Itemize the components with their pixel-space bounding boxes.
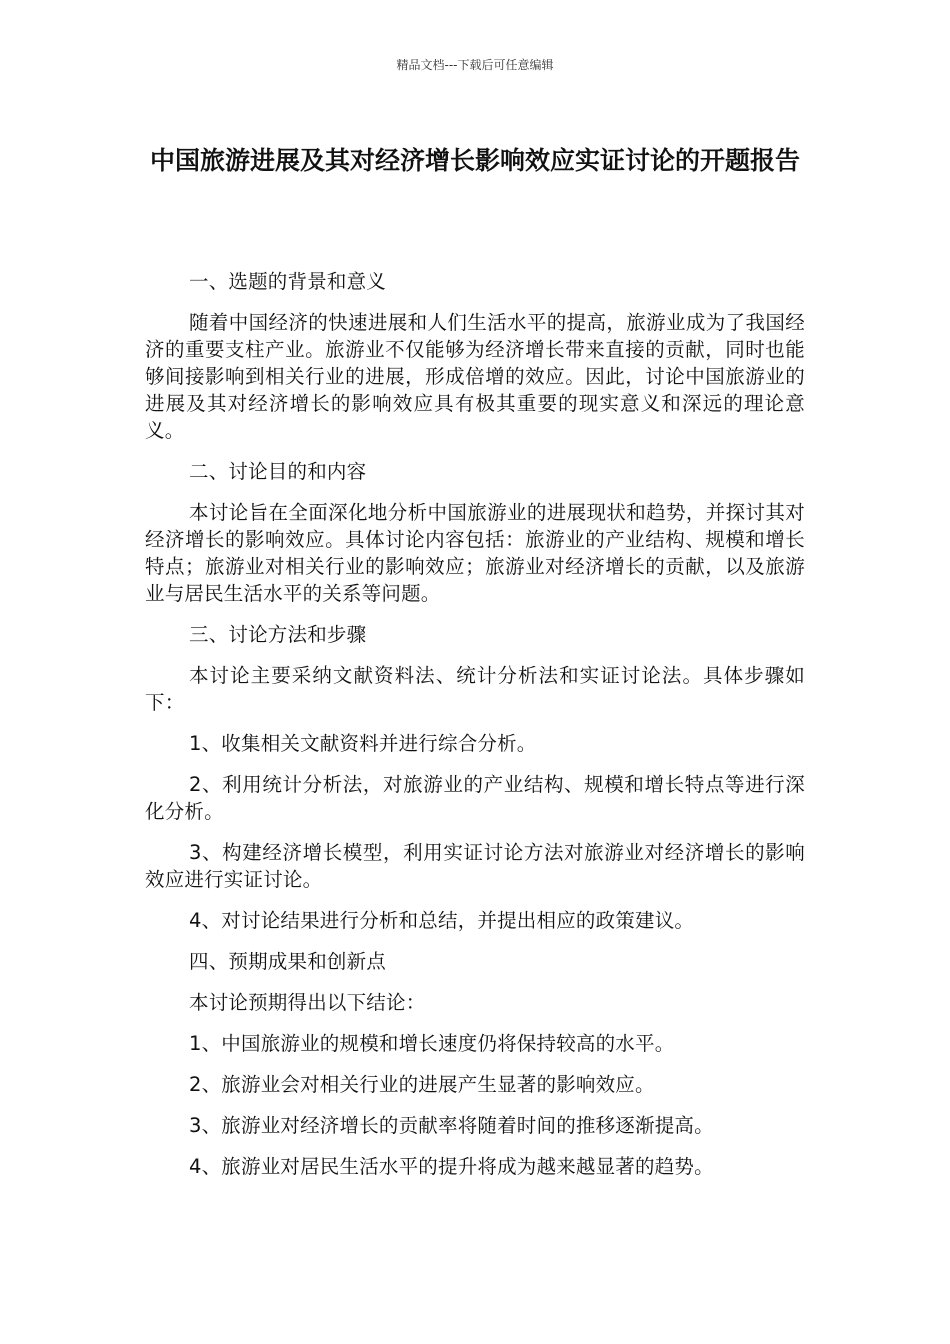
paragraph-outcomes-intro: 本讨论预期得出以下结论： bbox=[189, 991, 426, 1014]
paragraph-methods: 本讨论主要采纳文献资料法、统计分析法和实证讨论法。具体步骤如下： bbox=[145, 664, 805, 714]
method-step-4: 4、对讨论结果进行分析和总结，并提出相应的政策建议。 bbox=[189, 909, 695, 932]
section-heading-objectives: 二、讨论目的和内容 bbox=[189, 460, 367, 483]
outcome-item-2: 2、旅游业会对相关行业的进展产生显著的影响效应。 bbox=[189, 1073, 655, 1096]
header-note: 精品文档---下载后可任意编辑 bbox=[396, 58, 554, 72]
outcome-item-1: 1、中国旅游业的规模和增长速度仍将保持较高的水平。 bbox=[189, 1032, 675, 1055]
outcome-item-3: 3、旅游业对经济增长的贡献率将随着时间的推移逐渐提高。 bbox=[189, 1114, 714, 1137]
method-step-3: 3、构建经济增长模型，利用实证讨论方法对旅游业对经济增长的影响效应进行实证讨论。 bbox=[145, 841, 805, 891]
method-step-1: 1、收集相关文献资料并进行综合分析。 bbox=[189, 732, 537, 755]
document-body bbox=[145, 268, 805, 1194]
outcome-item-4: 4、旅游业对居民生活水平的提升将成为越来越显著的趋势。 bbox=[189, 1155, 714, 1178]
section-heading-methods: 三、讨论方法和步骤 bbox=[189, 623, 367, 646]
document-title: 中国旅游进展及其对经济增长影响效应实证讨论的开题报告 bbox=[149, 146, 800, 175]
paragraph-objectives: 本讨论旨在全面深化地分析中国旅游业的进展现状和趋势，并探讨其对经济增长的影响效应。具体讨论内容包括：旅游业的产业结构、规模和增长特点；旅游业对相关行业的影响效应；旅游业对经济增长的贡献，以及旅游业与居民生活水平的关系等问题。 bbox=[145, 501, 805, 605]
paragraph-background: 随着中国经济的快速进展和人们生活水平的提高，旅游业成为了我国经济的重要支柱产业。旅游业不仅能够为经济增长带来直接的贡献，同时也能够间接影响到相关行业的进展，形成倍增的效应。因此，讨论中国旅游业的进展及其对经济增长的影响效应具有极其重要的现实意义和深远的理论意义。 bbox=[145, 311, 805, 442]
method-step-2: 2、利用统计分析法，对旅游业的产业结构、规模和增长特点等进行深化分析。 bbox=[145, 773, 805, 823]
section-heading-background: 一、选题的背景和意义 bbox=[189, 270, 387, 293]
section-heading-outcomes: 四、预期成果和创新点 bbox=[189, 950, 387, 973]
